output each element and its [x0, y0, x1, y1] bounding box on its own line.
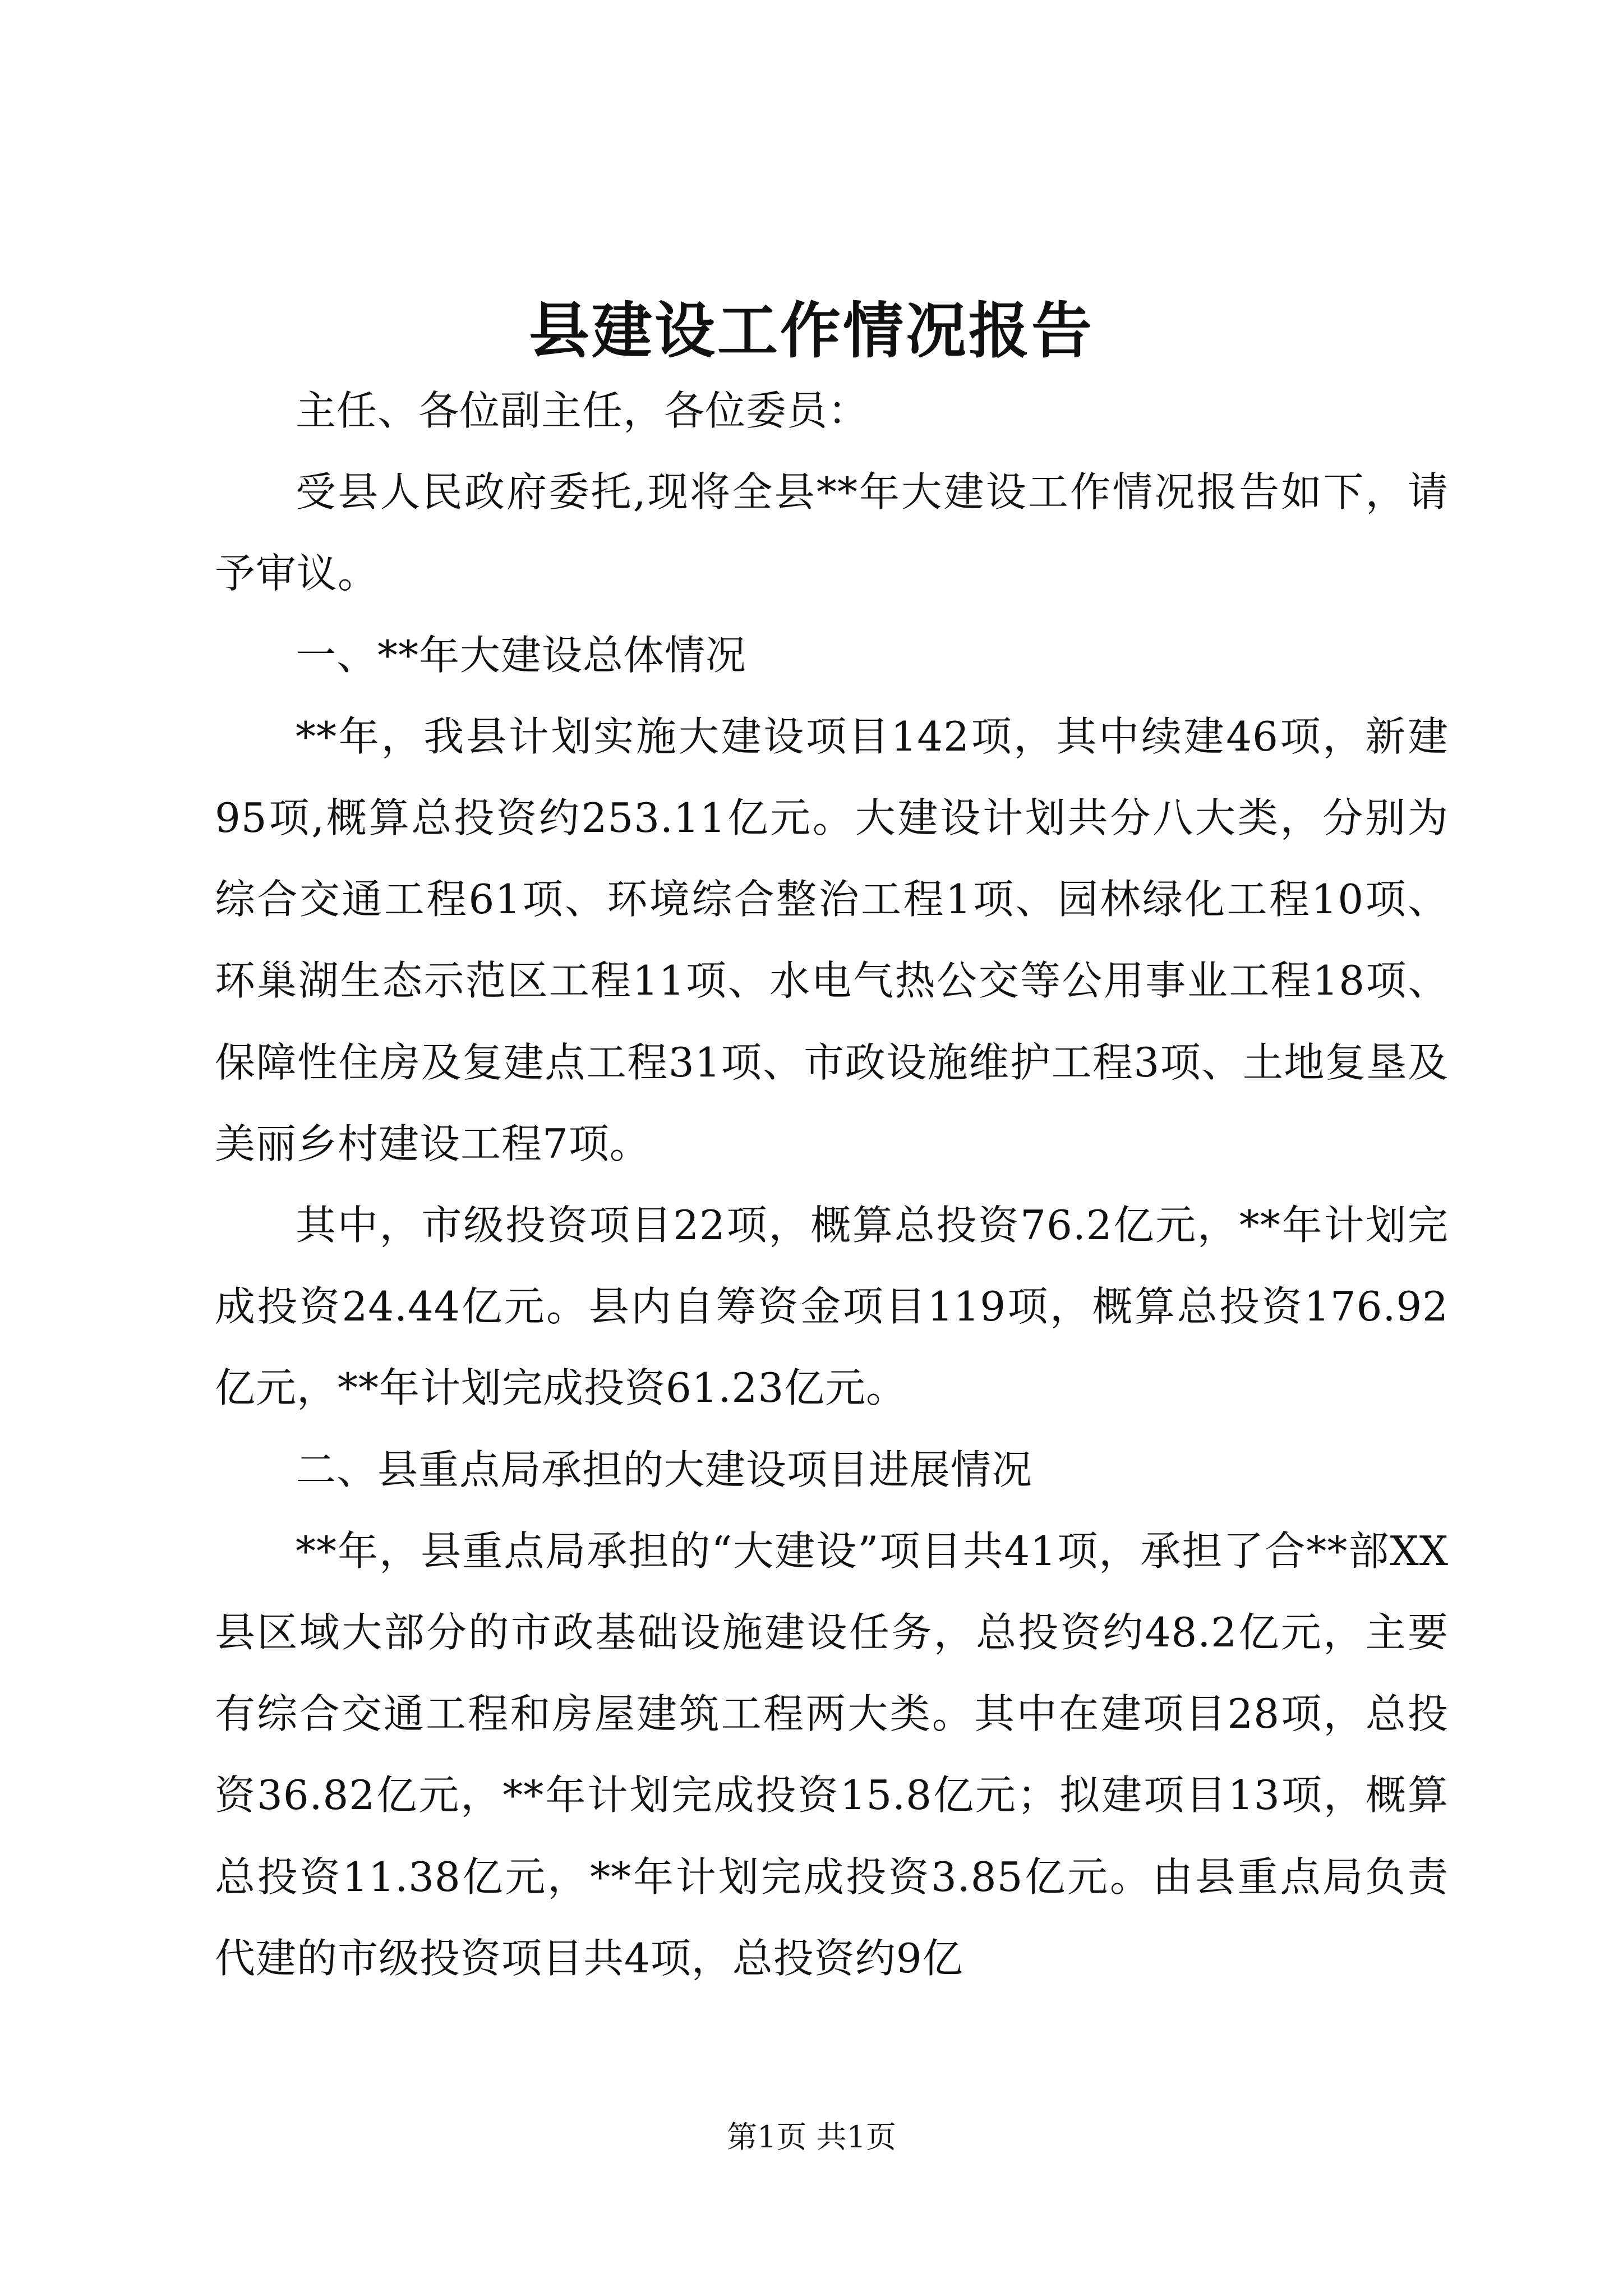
document-body — [215, 370, 1449, 1999]
progress-paragraph: **年，县重点局承担的“大建设”项目共41项，承担了合**部XX县区域大部分的市政基础设施建设任务，总投资约48.2亿元，主要有综合交通工程和房屋建筑工程两大类。其中在建项目28项，总投资36.82亿元，**年计划完成投资15.8亿元；拟建项目13项，概算总投资11.38亿元，**年计划完成投资3.85亿元。由县重点局负责代建的市级投资项目共4项，总投资约9亿 — [215, 1527, 1449, 1982]
salutation-paragraph: 主任、各位副主任，各位委员： — [296, 387, 869, 434]
investment-paragraph: 其中，市级投资项目22项，概算总投资76.2亿元，**年计划完成投资24.44亿元。县内自筹资金项目119项，概算总投资176.92亿元，**年计划完成投资61.23亿元。 — [215, 1202, 1449, 1412]
section-heading-2: 二、县重点局承担的大建设项目进展情况 — [296, 1446, 1033, 1493]
page-footer: 第1页 共1页 — [727, 2119, 896, 2155]
section-heading-1: 一、**年大建设总体情况 — [296, 631, 747, 679]
overview-paragraph: **年，我县计划实施大建设项目142项，其中续建46项，新建95项,概算总投资约253.11亿元。大建设计划共分八大类，分别为综合交通工程61项、环境综合整治工程1项、园林绿化工程10项、环巢湖生态示范区工程11项、水电气热公交等公用事业工程18项、保障性住房及复建点工程31项、市政设施维护工程3项、土地复垦及美丽乡村建设工程7项。 — [215, 712, 1449, 1167]
intro-paragraph: 受县人民政府委托,现将全县**年大建设工作情况报告如下，请予审议。 — [215, 468, 1449, 597]
document-title: 县建设工作情况报告 — [528, 296, 1094, 366]
